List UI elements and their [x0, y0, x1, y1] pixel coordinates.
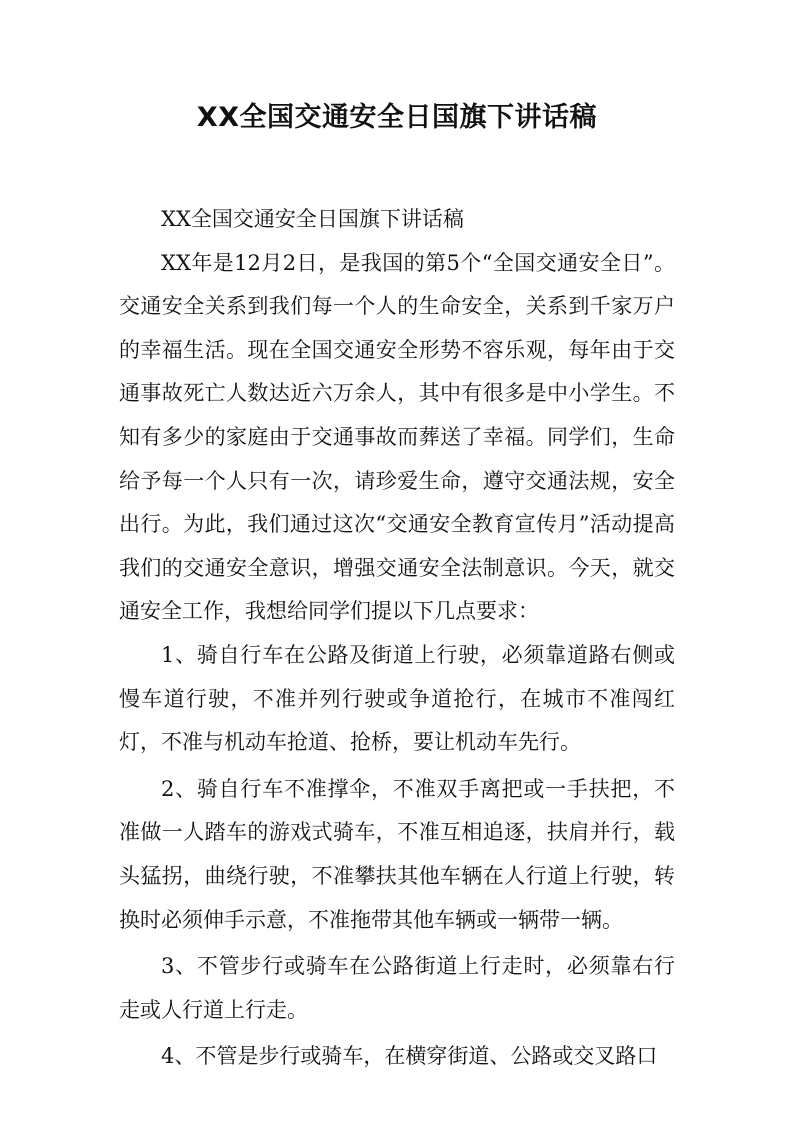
paragraph-subtitle: XX全国交通安全日国旗下讲话稿	[161, 207, 464, 231]
paragraph-intro: XX年是12月2日，是我国的第5个“全国交通安全日”。交通安全关系到我们每一个人的生命安全，关系到千家万户的幸福生活。现在全国交通安全形势不容乐观，每年由于交通事故死亡人数达近六万余人，其中有很多是中小学生。不知有多少的家庭由于交通事故而葬送了幸福。同学们，生命给予每一个人只有一次，请珍爱生命，遵守交通法规，安全出行。为此，我们通过这次“交通安全教育宣传月”活动提高我们的交通安全意识，增强交通安全法制意识。今天，就交通安全工作，我想给同学们提以下几点要求：	[119, 250, 675, 624]
document-title: XX全国交通安全日国旗下讲话稿	[196, 102, 598, 133]
paragraph-rule-1: 1、骑自行车在公路及街道上行驶，必须靠道路右侧或慢车道行驶，不准并列行驶或争道抢行，在城市不准闯红灯，不准与机动车抢道、抢桥，要让机动车先行。	[119, 642, 675, 755]
paragraph-rule-2: 2、骑自行车不准撑伞，不准双手离把或一手扶把，不准做一人踏车的游戏式骑车，不准互相追逐，扶肩并行，载头猛拐，曲绕行驶，不准攀扶其他车辆在人行道上行驶，转换时必须伸手示意，不准拖带其他车辆或一辆带一辆。	[119, 776, 675, 932]
paragraph-rule-4: 4、不管是步行或骑车，在横穿街道、公路或交叉路口	[161, 1044, 658, 1069]
document-body	[119, 198, 675, 1079]
paragraph-rule-3: 3、不管步行或骑车在公路街道上行走时，必须靠右行走或人行道上行走。	[119, 954, 675, 1022]
